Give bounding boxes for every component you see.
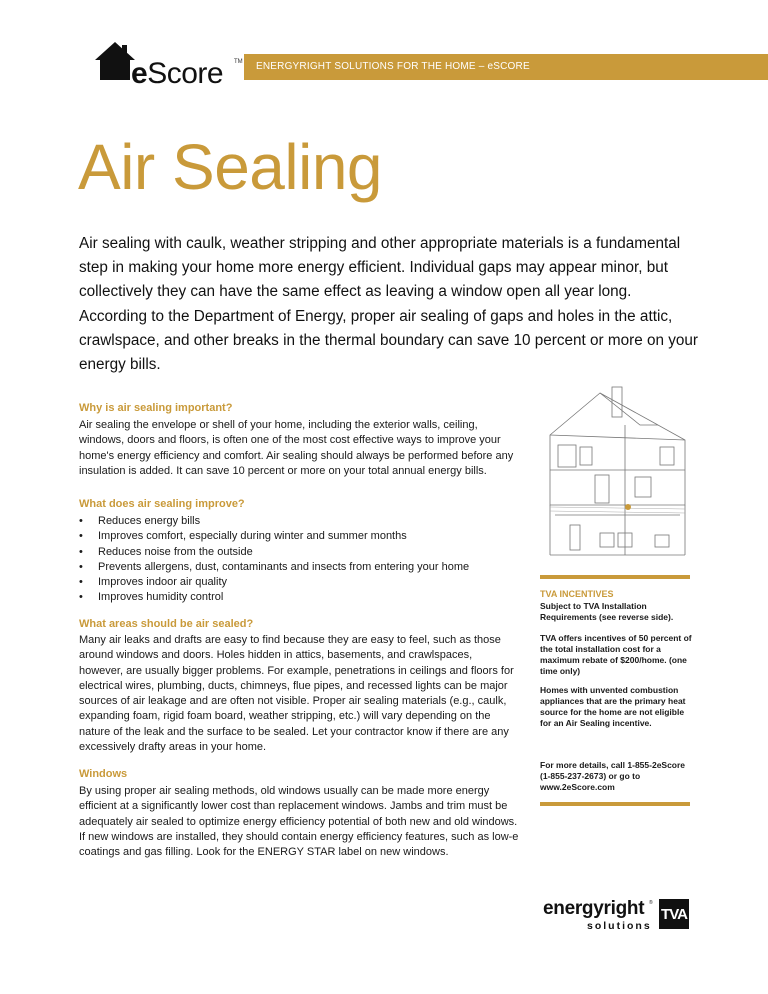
intro-paragraph: Air sealing with caulk, weather stripping and other appropriate materials is a fundamental step in making your home more energy efficient. Individual gaps may appear minor, but collectively they can have the same effect as leaving a window open all year long. According to the Department of Energy, proper air sealing of gaps and holes in the attic, crawlspace, and other breaks in the thermal boundary can save 10 percent or more on your energy bills. bbox=[79, 235, 699, 374]
windows-body: By using proper air sealing methods, old windows usually can be made more energy efficient at a significantly lower cost than replacement windows. Jambs and trim must be adequately air sealed to optimize energy efficiency potential of both new and old windows. If new windows are installed, they should contain energy efficiency features, such as low-e coatings and gas filling. Look for the ENERGY STAR label on new windows. bbox=[79, 785, 519, 859]
sidebar-paragraph: Homes with unvented combustion appliances that are the primary heat source for the home are not eligible for an Air Sealing incentive. bbox=[540, 685, 686, 728]
solutions-text: solutions bbox=[587, 920, 652, 932]
list-item: • Prevents allergens, dust, contaminants and insects from entering your home bbox=[79, 560, 469, 575]
sidebar-contact: For more details, call 1-855-2eScore (1-855-237-2673) or go to www.2eScore.com bbox=[540, 760, 686, 792]
escore-logo bbox=[95, 40, 245, 88]
windows-heading: Windows bbox=[79, 768, 128, 780]
sidebar-bottom-rule bbox=[540, 802, 690, 806]
why-heading: Why is air sealing important? bbox=[79, 402, 233, 414]
sidebar-heading: TVA INCENTIVES bbox=[540, 589, 614, 599]
logo-trademark: TM bbox=[234, 59, 243, 65]
sidebar-top-rule bbox=[540, 575, 690, 579]
page-title: Air Sealing bbox=[78, 131, 382, 203]
list-item: • Improves comfort, especially during winter and summer months bbox=[79, 529, 469, 544]
list-item: • Improves indoor air quality bbox=[79, 575, 469, 590]
header-banner bbox=[244, 54, 768, 80]
areas-heading: What areas should be air sealed? bbox=[79, 618, 254, 630]
why-body: Air sealing the envelope or shell of your home, including the exterior walls, ceiling, windows, doors and floors, is often one of the most cost effective ways to improve your home's energy efficiency and comfort. Air sealing should always be performed before any insulation is added. It can save 10 percent or more on your total annual energy bills. bbox=[79, 419, 514, 477]
registered-mark: ® bbox=[649, 900, 653, 906]
house-logo-icon bbox=[95, 40, 135, 82]
list-item: • Reduces noise from the outside bbox=[79, 545, 469, 560]
improve-heading: What does air sealing improve? bbox=[79, 498, 245, 510]
energyright-wordmark: energyright bbox=[543, 898, 645, 919]
list-item: • Improves humidity control bbox=[79, 590, 469, 605]
sidebar-paragraph: TVA offers incentives of 50 percent of the total installation cost for a maximum rebate of $200/home. (one time only) bbox=[540, 633, 692, 676]
tva-logo: TVA bbox=[659, 899, 689, 929]
logo-text: eScore bbox=[131, 57, 224, 90]
house-cutaway-illustration bbox=[540, 385, 695, 560]
improve-list bbox=[79, 514, 469, 606]
list-item: • Reduces energy bills bbox=[79, 514, 469, 529]
sidebar-paragraph: Subject to TVA Installation Requirements (see reverse side). bbox=[540, 601, 674, 622]
banner-text: ENERGYRIGHT SOLUTIONS FOR THE HOME – eSCORE bbox=[256, 61, 530, 72]
energyright-logo bbox=[543, 898, 693, 938]
areas-body: Many air leaks and drafts are easy to find because they are easy to feel, such as those around windows and doors. Holes hidden in attics, basements, and crawlspaces, however, are usually bigger problems. For example, penetrations in ceilings and floors for electrical wires, plumbing, ducts, chimneys, flue pipes, and recessed lights can be major sources of air leakage and are often not visible. Proper air sealing materials (e.g., caulk, expanding foam, rigid foam board, weather stripping, etc.) will vary depending on the nature of the leak and the surface to be sealed. Let your contractor know if there are any excessively drafty areas in your home. bbox=[79, 634, 514, 754]
